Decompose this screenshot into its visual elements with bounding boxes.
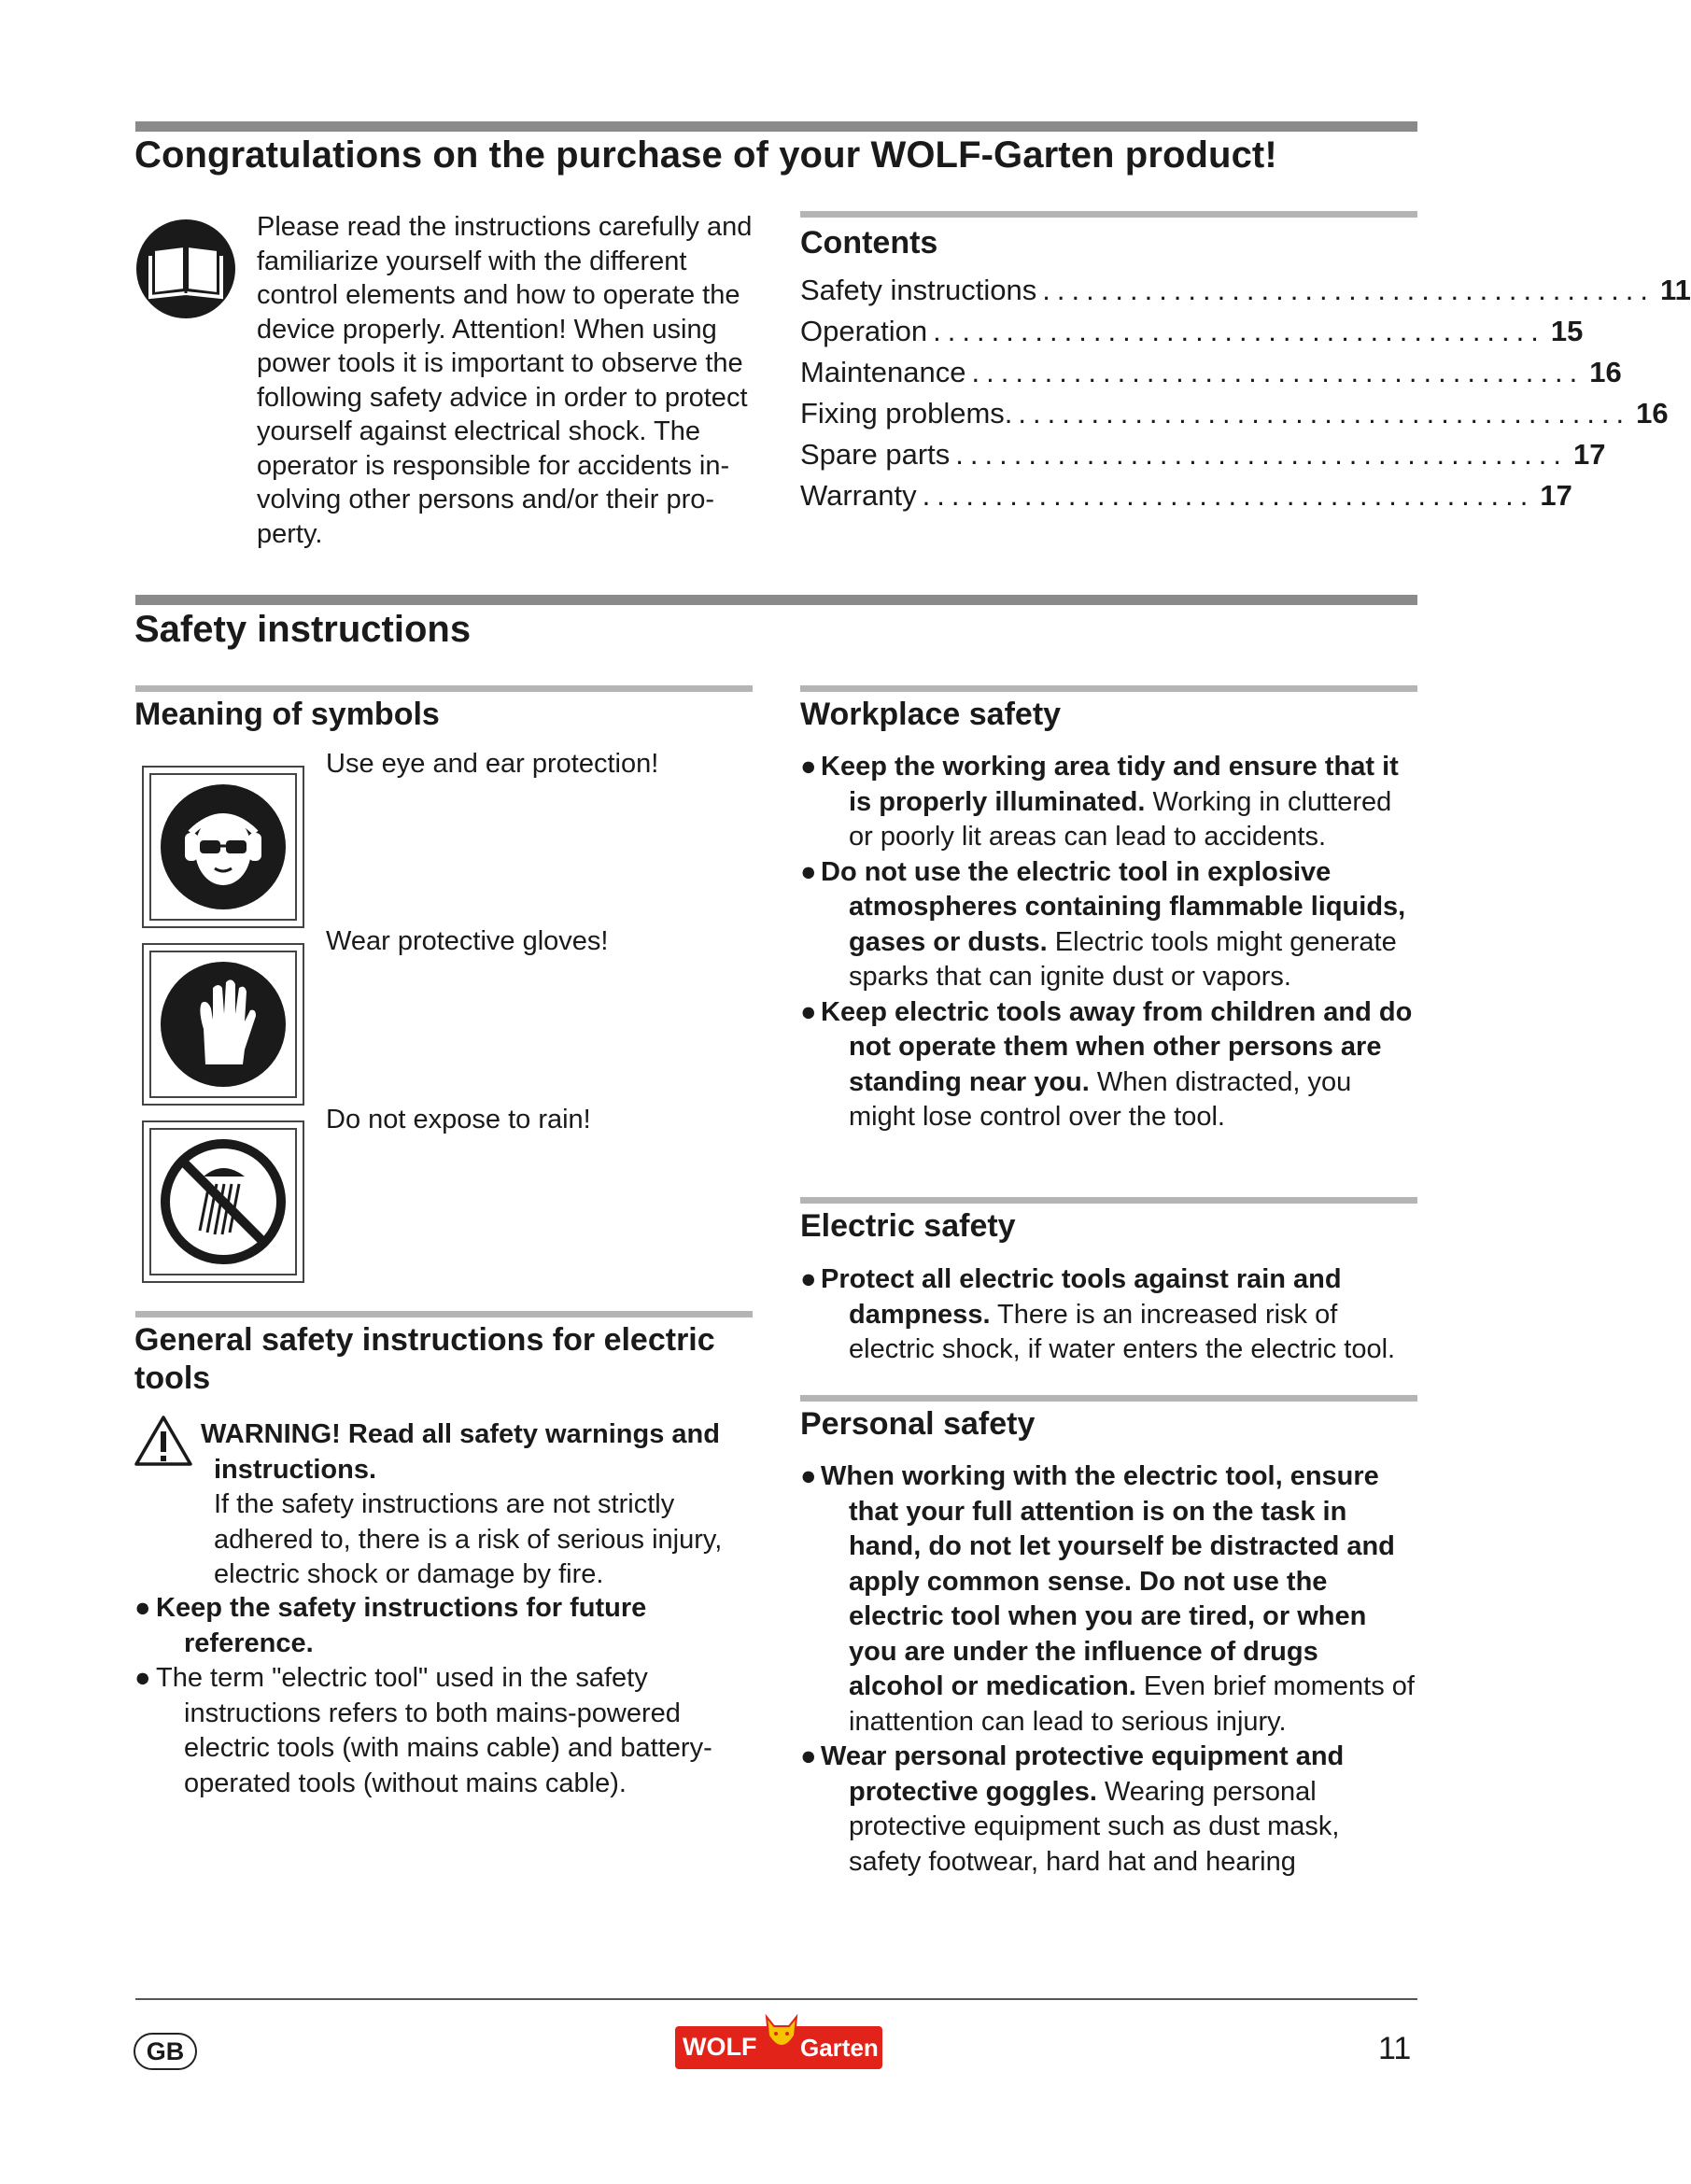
toc-item[interactable]: Safety instructions .......................................... 11 — [800, 274, 1691, 306]
electric-rule — [800, 1197, 1417, 1204]
electric-heading: Electric safety — [800, 1208, 1016, 1244]
page-title: Congratulations on the purchase of your WOLF-Garten product! — [134, 134, 1277, 176]
warning-heading: WARNING! Read all safety warnings and instructions. — [201, 1419, 720, 1485]
safety-rule — [135, 595, 1417, 605]
list-item: ● Keep the working area tidy and ensure that it is properly illuminated. Working in cluttered or poorly lit areas can lead to accidents. — [800, 752, 1399, 852]
list-item: ● The term "electric tool" used in the safety instructions refers to both mains-powered electric tools (with mains cable) and battery-operated tools (without mains cable). — [134, 1663, 712, 1798]
intro-text: Please read the instructions carefully and familiarize yourself with the different control elements and how to operate the device properly. Attention! When using power tools it is important to observe the following safety advice in order to protect yourself against electrical shock. The operator is responsible for accidents involving other persons and/or their property. — [257, 212, 753, 549]
bullet-icon: ● — [134, 1593, 151, 1623]
warning-text: If the safety instructions are not strictly adhered to, there is a risk of serious injury, electric shock or damage by fire. — [214, 1489, 723, 1589]
symbol-box — [142, 766, 304, 928]
symbol-text: Do not expose to rain! — [326, 1105, 591, 1134]
symbol-text: Use eye and ear protection! — [326, 749, 659, 779]
logo-text-left: WOLF — [683, 2033, 757, 2061]
general-bullets — [134, 1591, 751, 1801]
list-item: ● Keep the safety instructions for future reference. — [134, 1593, 647, 1658]
bullet-icon: ● — [800, 856, 817, 887]
list-item: ● Protect all electric tools against rain and dampness. There is an increased risk of electric shock, if water enters the electric tool. — [800, 1264, 1396, 1364]
page-number: 11 — [1378, 2031, 1412, 2066]
general-heading: General safety instructions for electric tools — [134, 1322, 715, 1396]
protective-gloves-icon — [144, 945, 303, 1104]
toc-item[interactable]: Fixing problems. .......................................... 16 — [800, 397, 1669, 430]
bullet-icon: ● — [800, 1741, 817, 1771]
bullet-icon: ● — [800, 1461, 817, 1491]
warning-block — [201, 1417, 752, 1593]
read-manual-icon — [135, 218, 236, 319]
list-item: ● Wear personal protective equipment and protective goggles. Wearing personal protective equipment such as dust mask, safety footwear, hard hat and hearing — [800, 1741, 1345, 1877]
footer-rule — [135, 1998, 1417, 2000]
fox-head-icon — [763, 2008, 800, 2060]
bullet-icon: ● — [800, 1264, 817, 1294]
eye-ear-protection-icon — [144, 768, 303, 926]
contents-heading: Contents — [800, 225, 938, 261]
bullet-icon: ● — [800, 996, 817, 1027]
toc-item[interactable]: Maintenance .......................................... 16 — [800, 356, 1622, 388]
country-badge: GB — [134, 2033, 197, 2070]
bullet-icon: ● — [800, 752, 817, 782]
wolf-garten-logo — [675, 2026, 882, 2069]
bullet-icon: ● — [134, 1663, 151, 1693]
toc-item[interactable]: Spare parts .......................................... 17 — [800, 438, 1606, 471]
safety-heading: Safety instructions — [134, 609, 472, 650]
contents-rule — [800, 211, 1417, 218]
symbols-rule — [135, 685, 753, 692]
list-item: ● Do not use the electric tool in explosive atmospheres containing flammable liquids, gases or dusts. Electric tools might generate sparks that can ignite dust or vapors. — [800, 856, 1406, 992]
workplace-bullets — [800, 750, 1418, 1135]
symbol-text: Wear protective gloves! — [326, 926, 609, 956]
symbol-box — [142, 1120, 304, 1283]
list-item: ● When working with the electric tool, ensure that your full attention is on the task in hand, do not let yourself be distracted and apply common sense. Do not use the electric tool when you are tired, or when you are under the influence of drugs alcohol or medication. Even brief moments of inattention can lead to serious injury. — [800, 1461, 1415, 1737]
toc-item[interactable]: Warranty .......................................... 17 — [800, 479, 1572, 512]
personal-rule — [800, 1395, 1417, 1402]
workplace-rule — [800, 685, 1417, 692]
list-item: ● Keep electric tools away from children and do not operate them when other persons are standing near you. When distracted, you might lose control over the tool. — [800, 996, 1413, 1132]
symbols-heading: Meaning of symbols — [134, 697, 440, 732]
workplace-heading: Workplace safety — [800, 697, 1062, 732]
logo-text-right: Garten — [800, 2034, 879, 2062]
header-rule — [135, 121, 1417, 132]
table-of-contents — [800, 274, 1691, 520]
personal-bullets — [800, 1459, 1418, 1880]
warning-triangle-icon — [134, 1415, 193, 1467]
personal-heading: Personal safety — [800, 1406, 1036, 1442]
electric-bullets — [800, 1262, 1418, 1368]
toc-item[interactable]: Operation .......................................... 15 — [800, 315, 1584, 347]
general-rule — [135, 1311, 753, 1317]
symbol-box — [142, 943, 304, 1106]
no-rain-icon — [144, 1122, 303, 1281]
